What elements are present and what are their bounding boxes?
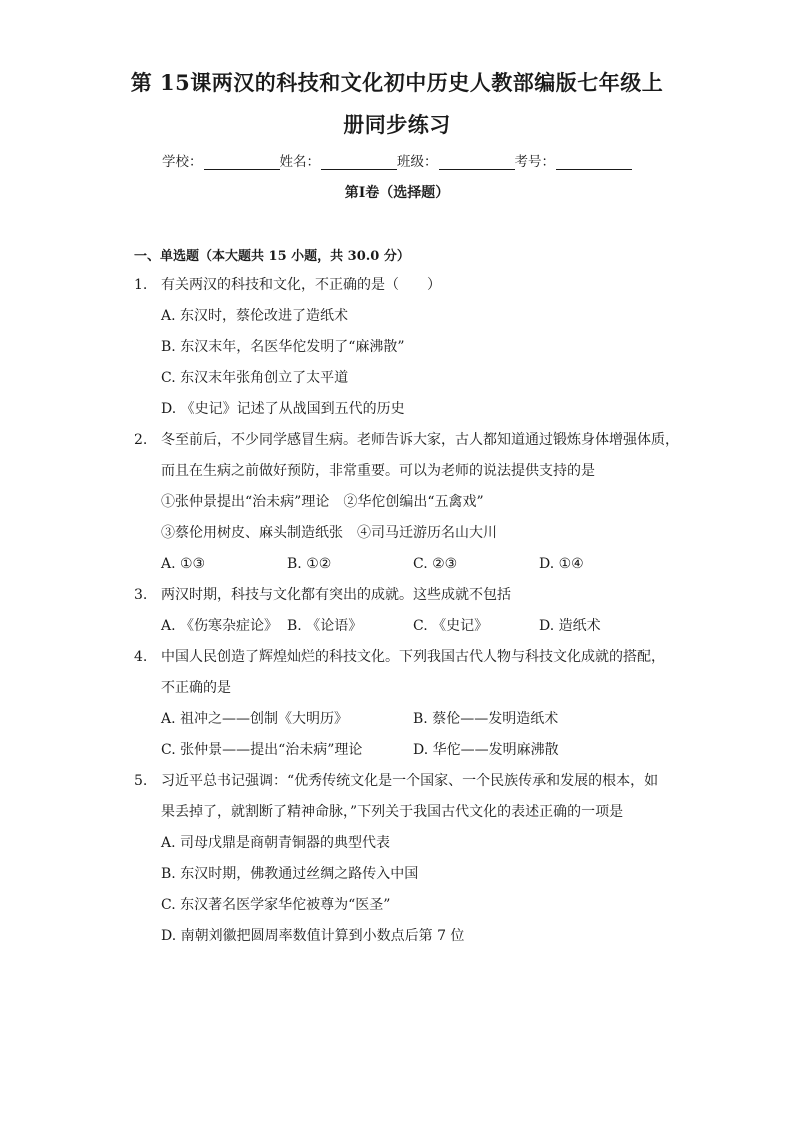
question-3 [134, 580, 674, 642]
option-c[interactable]: C. 《史记》 [413, 618, 489, 634]
school-label: 学校： [162, 154, 203, 170]
option-d[interactable]: D. 华佗——发明麻沸散 [413, 742, 559, 758]
question-stem-line: ①张仲景提出“治未病”理论 ②华佗创编出“五禽戏” [161, 494, 484, 510]
option-c[interactable]: C. 东汉著名医学家华佗被尊为“医圣” [161, 897, 391, 913]
option-d[interactable]: D. 《史记》记述了从战国到五代的历史 [161, 401, 405, 417]
question-1 [134, 270, 674, 425]
class-field[interactable] [397, 150, 515, 170]
option-row [134, 704, 674, 735]
class-blank[interactable] [439, 155, 515, 170]
question-5 [134, 766, 674, 952]
option-c[interactable]: C. ②③ [413, 556, 458, 572]
option-a[interactable]: A. 司母戊鼎是商朝青铜器的典型代表 [161, 835, 391, 851]
section-heading: 一、单选题（本大题共 15 小题，共 30.0 分） [134, 249, 410, 264]
option-d[interactable]: D. ①④ [539, 556, 584, 572]
question-stem-line: 冬至前后，不少同学感冒生病。老师告诉大家，古人都知道通过锻炼身体增强体质， [161, 432, 679, 448]
class-label: 班级： [397, 154, 438, 170]
option-b[interactable]: B. ①② [287, 556, 332, 572]
option-d[interactable]: D. 南朝刘徽把圆周率数值计算到小数点后第 7 位 [161, 928, 465, 944]
document-title [0, 62, 794, 146]
option-row [134, 735, 674, 766]
volume-heading: 第Ⅰ卷（选择题） [344, 185, 450, 201]
option-a[interactable]: A. 祖冲之——创制《大明历》 [161, 711, 349, 727]
option-b[interactable]: B. 蔡伦——发明造纸术 [413, 711, 559, 727]
student-info-row [0, 150, 794, 170]
exam-number-blank[interactable] [556, 155, 632, 170]
name-blank[interactable] [321, 155, 397, 170]
question-4 [134, 642, 674, 766]
exam-number-label: 考号： [514, 154, 555, 170]
question-stem-line: 习近平总书记强调：“优秀传统文化是一个国家、一个民族传承和发展的根本，如 [161, 773, 659, 789]
question-stem-line: ③蔡伦用树皮、麻头制造纸张 ④司马迁游历名山大川 [161, 525, 497, 541]
option-a[interactable]: A. ①③ [161, 556, 206, 572]
question-stem: 有关两汉的科技和文化，不正确的是（ ） [161, 277, 441, 293]
school-blank[interactable] [204, 155, 280, 170]
exam-number-field[interactable] [515, 150, 633, 170]
question-stem-line: 而且在生病之前做好预防，非常重要。可以为老师的说法提供支持的是 [161, 463, 595, 479]
question-number: 3. [134, 587, 148, 603]
option-d[interactable]: D. 造纸术 [539, 618, 601, 634]
school-field[interactable] [162, 150, 280, 170]
name-field[interactable] [280, 150, 398, 170]
option-a[interactable]: A. 东汉时，蔡伦改进了造纸术 [161, 308, 349, 324]
option-b[interactable]: B. 东汉末年，名医华佗发明了“麻沸散” [161, 339, 405, 355]
question-2 [134, 425, 679, 580]
question-number: 4. [134, 649, 148, 665]
option-a[interactable]: A. 《伤寒杂症论》 [161, 618, 279, 634]
question-stem: 两汉时期，科技与文化都有突出的成就。这些成就不包括 [161, 587, 511, 603]
title-line-2: 册同步练习 [343, 112, 451, 137]
question-list [134, 270, 679, 952]
option-b[interactable]: B. 《论语》 [287, 618, 363, 634]
option-row [134, 549, 674, 580]
option-c[interactable]: C. 东汉末年张角创立了太平道 [161, 370, 349, 386]
question-number: 5. [134, 773, 148, 789]
title-line-1: 第 15课两汉的科技和文化初中历史人教部编版七年级上 [130, 70, 664, 95]
question-stem-line: 不正确的是 [161, 680, 231, 696]
option-row [134, 611, 674, 642]
question-stem-line: 果丢掉了，就割断了精神命脉，”下列关于我国古代文化的表述正确的一项是 [161, 804, 624, 820]
option-b[interactable]: B. 东汉时期，佛教通过丝绸之路传入中国 [161, 866, 419, 882]
question-number: 1. [134, 277, 148, 293]
name-label: 姓名： [279, 154, 320, 170]
option-c[interactable]: C. 张仲景——提出“治未病”理论 [161, 742, 363, 758]
question-stem-line: 中国人民创造了辉煌灿烂的科技文化。下列我国古代人物与科技文化成就的搭配， [161, 649, 665, 665]
question-number: 2. [134, 432, 148, 448]
